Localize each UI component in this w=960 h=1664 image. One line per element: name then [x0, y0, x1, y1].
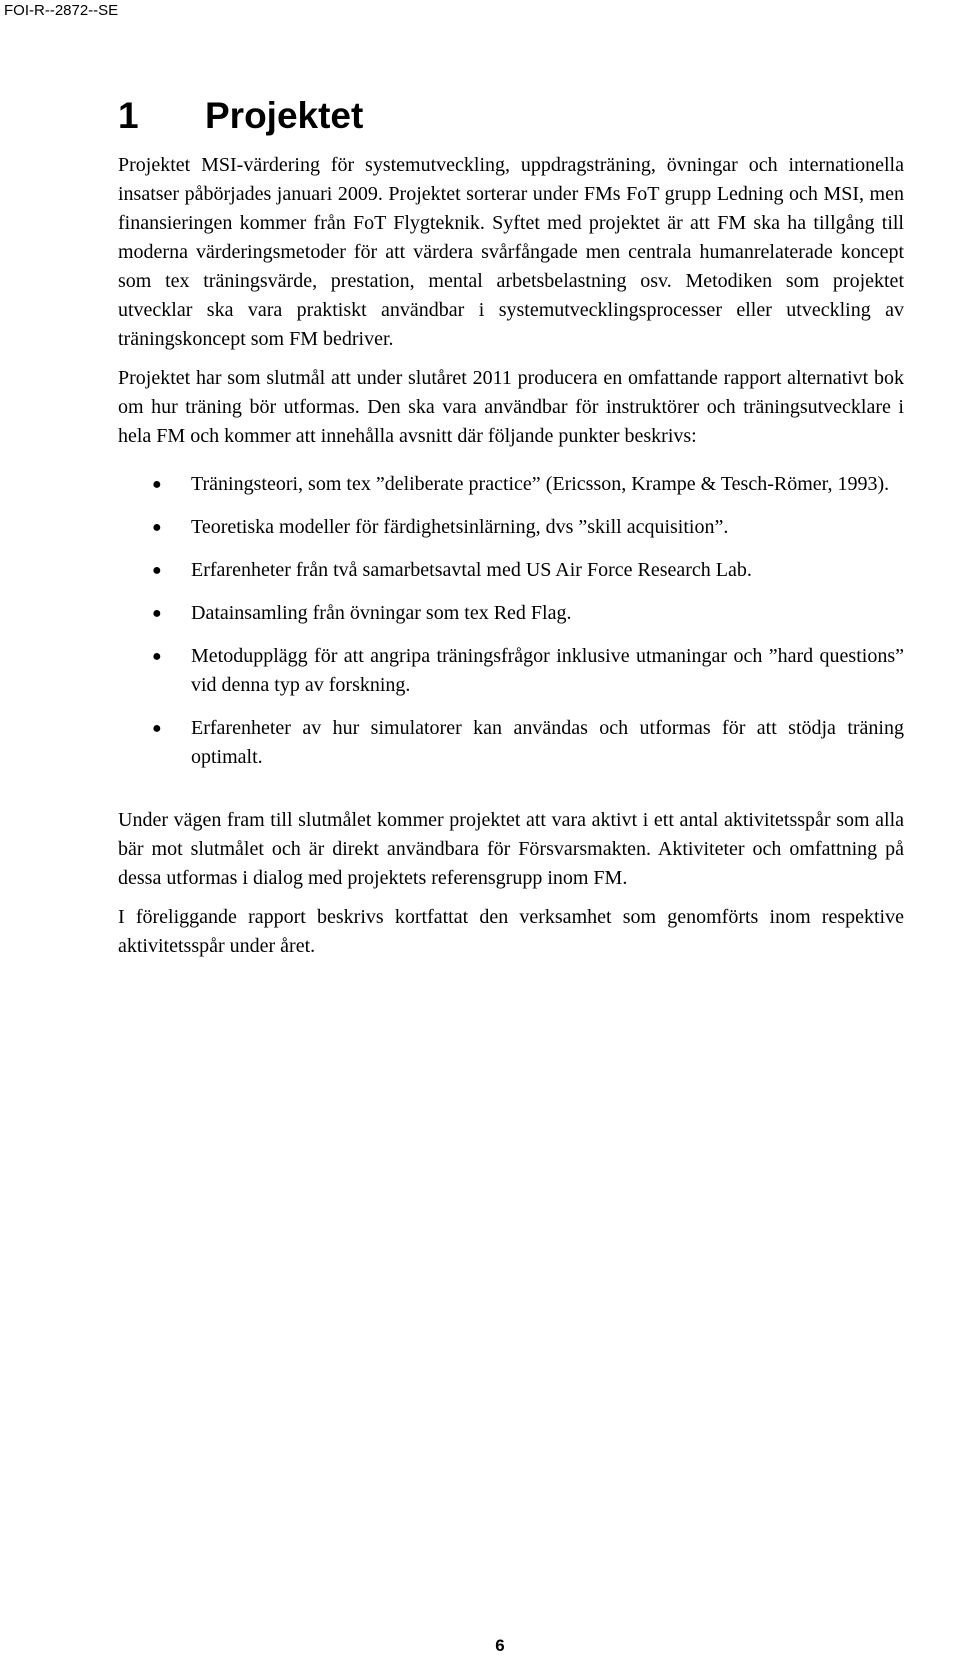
- list-item: [118, 642, 904, 700]
- bullet-icon: ●: [152, 720, 162, 737]
- list-item: [118, 513, 904, 542]
- page-content: [118, 94, 904, 961]
- bullet-icon: ●: [152, 562, 162, 579]
- list-item-text: Datainsamling från övningar som tex Red Flag.: [191, 602, 572, 624]
- chapter-heading: [118, 94, 904, 138]
- paragraph-intro-2: Projektet har som slutmål att under slutåret 2011 producera en omfattande rapport alternativt bok om hur träning bör utformas. Den ska vara användbar för instruktörer och träningsutvecklare i hela FM och kommer att innehålla avsnitt där följande punkter beskrivs:: [118, 367, 904, 447]
- bullet-icon: ●: [152, 476, 162, 493]
- chapter-title: Projektet: [205, 95, 364, 136]
- list-item: [118, 470, 904, 499]
- paragraph-outro-1: Under vägen fram till slutmålet kommer projektet att vara aktivt i ett antal aktivitetsspår som alla bär mot slutmålet och är direkt användbara för Försvarsmakten. Aktiviteter och omfattning på dessa utformas i dialog med projektets referensgrupp inom FM.: [118, 809, 904, 889]
- list-item: [118, 599, 904, 628]
- list-item-text: Erfarenheter av hur simulatorer kan användas och utformas för att stödja träning optimalt.: [191, 717, 904, 768]
- list-item-text: Träningsteori, som tex ”deliberate practice” (Ericsson, Krampe & Tesch-Römer, 1993).: [191, 473, 890, 495]
- list-item-text: Erfarenheter från två samarbetsavtal med US Air Force Research Lab.: [191, 559, 752, 581]
- bullet-icon: ●: [152, 519, 162, 536]
- page-number: 6: [495, 1636, 505, 1655]
- list-item: [118, 714, 904, 772]
- bullet-icon: ●: [152, 648, 162, 665]
- paragraph-outro-2: I föreliggande rapport beskrivs kortfattat den verksamhet som genomförts inom respektive aktivitetsspår under året.: [118, 906, 904, 957]
- chapter-number: 1: [118, 95, 139, 136]
- bullet-list: [118, 470, 904, 772]
- list-item: [118, 556, 904, 585]
- paragraph-intro-1: Projektet MSI-värdering för systemutveckling, uppdragsträning, övningar och internationella insatser påbörjades januari 2009. Projektet sorterar under FMs FoT grupp Ledning och MSI, men finansieringen kommer från FoT Flygteknik. Syftet med projektet är att FM ska ha tillgång till moderna värderingsmetoder för att värdera svårfångade men centrala humanrelaterade koncept som tex träningsvärde, prestation, mental arbetsbelastning osv. Metodiken som projektet utvecklar ska vara praktiskt användbar i systemutvecklingsprocesser eller utveckling av träningskoncept som FM bedriver.: [118, 154, 904, 350]
- report-code: FOI-R--2872--SE: [4, 2, 119, 19]
- bullet-icon: ●: [152, 605, 162, 622]
- list-item-text: Teoretiska modeller för färdighetsinlärning, dvs ”skill acquisition”.: [191, 516, 729, 538]
- list-item-text: Metodupplägg för att angripa träningsfrågor inklusive utmaningar och ”hard questions” vid denna typ av forskning.: [191, 645, 904, 696]
